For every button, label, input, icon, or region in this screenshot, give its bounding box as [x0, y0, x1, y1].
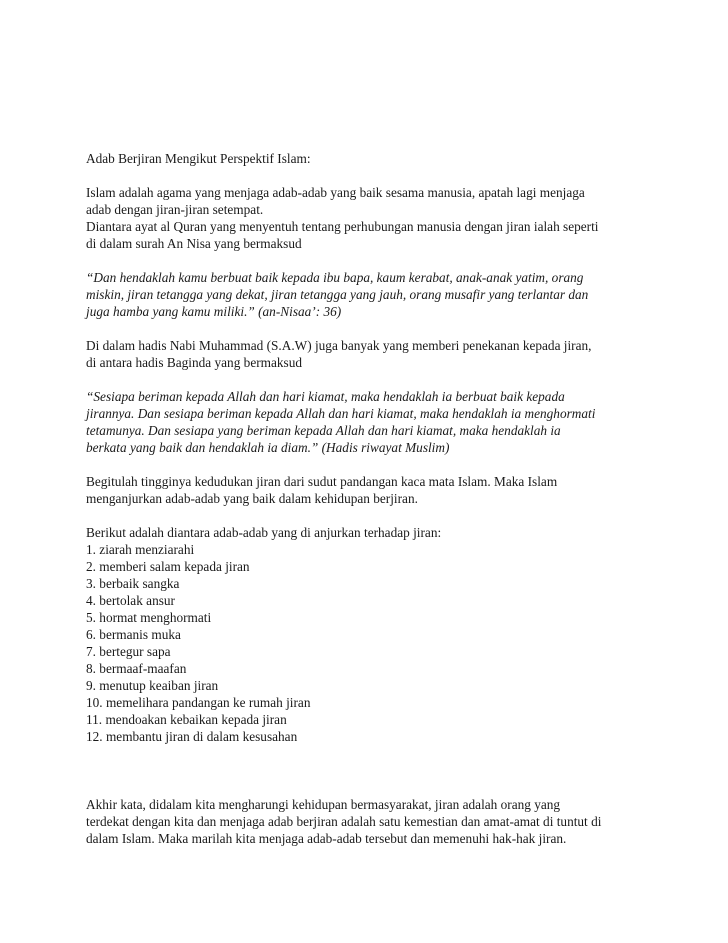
summary-paragraph	[86, 473, 656, 507]
list-item: 3. berbaik sangka	[86, 576, 180, 591]
list-item: 9. menutup keaiban jiran	[86, 678, 219, 693]
quran-quote-line: juga hamba yang kamu miliki.” (an-Nisaa’: 36)	[86, 304, 342, 319]
spacer	[86, 371, 656, 388]
spacer	[86, 167, 656, 184]
list-heading: Berikut adalah diantara adab-adab yang di anjurkan terhadap jiran:	[86, 525, 442, 540]
summary-line: menganjurkan adab-adab yang baik dalam kehidupan berjiran.	[86, 491, 418, 506]
hadith-quote-line: tetamunya. Dan sesiapa yang beriman kepada Allah dan hari kiamat, maka hendaklah ia	[86, 423, 561, 438]
hadith-quote-line: jirannya. Dan sesiapa beriman kepada Allah dan hari kiamat, maka hendaklah ia menghormati	[86, 406, 596, 421]
hadith-quote-line: “Sesiapa beriman kepada Allah dan hari kiamat, maka hendaklah ia berbuat baik kepada	[86, 389, 565, 404]
list-item: 5. hormat menghormati	[86, 610, 212, 625]
hadith-intro-paragraph	[86, 337, 656, 371]
hadith-quote-line: berkata yang baik dan hendaklah ia diam.” (Hadis riwayat Muslim)	[86, 440, 450, 455]
spacer	[86, 745, 656, 796]
intro-line: adab dengan jiran-jiran setempat.	[86, 202, 264, 217]
closing-paragraph	[86, 796, 656, 847]
spacer	[86, 252, 656, 269]
list-item: 4. bertolak ansur	[86, 593, 175, 608]
hadith-quote	[86, 388, 656, 456]
list-item: 11. mendoakan kebaikan kepada jiran	[86, 712, 287, 727]
hadith-intro-line: di antara hadis Baginda yang bermaksud	[86, 355, 303, 370]
list-item: 1. ziarah menziarahi	[86, 542, 195, 557]
document-title: Adab Berjiran Mengikut Perspektif Islam:	[86, 151, 311, 166]
spacer	[86, 320, 656, 337]
intro-paragraph	[86, 184, 656, 252]
list-item: 10. memelihara pandangan ke rumah jiran	[86, 695, 311, 710]
closing-line: dalam Islam. Maka marilah kita menjaga adab-adab tersebut dan memenuhi hak-hak jiran.	[86, 831, 567, 846]
list-item: 7. bertegur sapa	[86, 644, 171, 659]
adab-list	[86, 541, 656, 745]
list-item: 8. bermaaf-maafan	[86, 661, 187, 676]
summary-line: Begitulah tingginya kedudukan jiran dari sudut pandangan kaca mata Islam. Maka Islam	[86, 474, 558, 489]
hadith-intro-line: Di dalam hadis Nabi Muhammad (S.A.W) juga banyak yang memberi penekanan kepada jiran,	[86, 338, 592, 353]
spacer	[86, 456, 656, 473]
intro-line: Diantara ayat al Quran yang menyentuh tentang perhubungan manusia dengan jiran ialah seperti	[86, 219, 599, 234]
spacer	[86, 507, 656, 524]
list-item: 2. memberi salam kepada jiran	[86, 559, 250, 574]
closing-line: Akhir kata, didalam kita mengharungi kehidupan bermasyarakat, jiran adalah orang yang	[86, 797, 561, 812]
quran-quote	[86, 269, 656, 320]
quran-quote-line: “Dan hendaklah kamu berbuat baik kepada ibu bapa, kaum kerabat, anak-anak yatim, orang	[86, 270, 584, 285]
list-item: 12. membantu jiran di dalam kesusahan	[86, 729, 298, 744]
closing-line: terdekat dengan kita dan menjaga adab berjiran adalah satu kemestian dan amat-amat di tuntut di	[86, 814, 602, 829]
quran-quote-line: miskin, jiran tetangga yang dekat, jiran tetangga yang jauh, orang musafir yang terlantar dan	[86, 287, 589, 302]
list-item: 6. bermanis muka	[86, 627, 181, 642]
intro-line: di dalam surah An Nisa yang bermaksud	[86, 236, 302, 251]
intro-line: Islam adalah agama yang menjaga adab-adab yang baik sesama manusia, apatah lagi menjaga	[86, 185, 585, 200]
document-page	[86, 150, 656, 847]
